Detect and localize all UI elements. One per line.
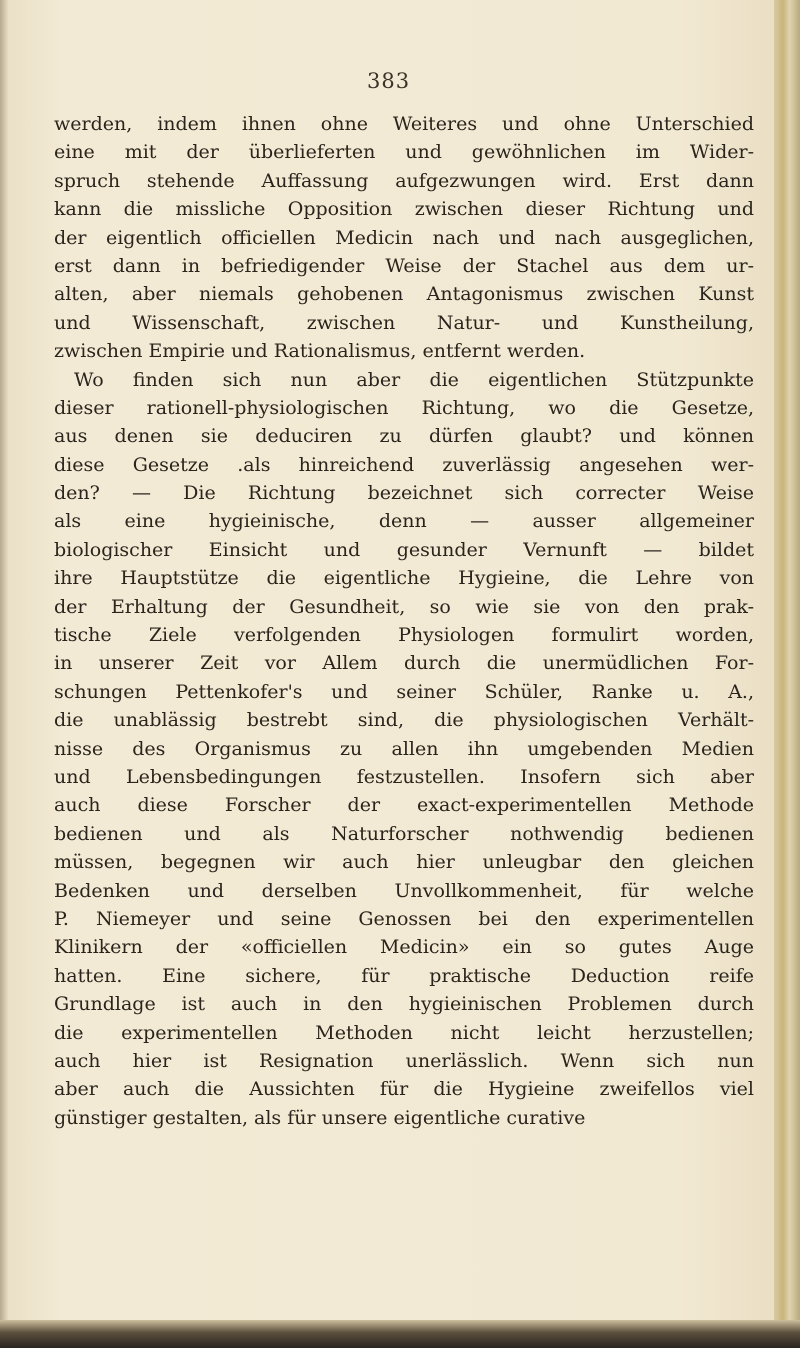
text-line: biologischer Einsicht und gesunder Vernunft — bildet (54, 538, 754, 561)
text-line: aus denen sie deduciren zu dürfen glaubt? und können (54, 425, 754, 448)
text-line: zwischen Empirie und Rationalismus, entfernt werden. (54, 340, 586, 363)
body-text (54, 110, 754, 1132)
text-line: hatten. Eine sichere, für praktische Deduction reife (54, 964, 754, 987)
text-line: eine mit der überlieferten und gewöhnlichen im Wider- (54, 141, 754, 164)
text-line: P. Niemeyer und seine Genossen bei den experimentellen (54, 907, 754, 930)
text-line: die experimentellen Methoden nicht leicht herzustellen; (54, 1021, 754, 1044)
text-line: und Wissenschaft, zwischen Natur- und Kunstheilung, (54, 311, 754, 334)
text-line: Grundlage ist auch in den hygieinischen Problemen durch (54, 993, 754, 1016)
text-line: erst dann in befriedigender Weise der Stachel aus dem ur- (54, 254, 754, 277)
text-line: und Lebensbedingungen festzustellen. Insofern sich aber (54, 765, 754, 788)
text-line: alten, aber niemals gehobenen Antagonismus zwischen Kunst (54, 283, 754, 306)
text-line: werden, indem ihnen ohne Weiteres und ohne Unterschied (54, 113, 754, 135)
text-line: aber auch die Aussichten für die Hygieine zweifellos viel (54, 1078, 754, 1101)
text-line: Klinikern der «officiellen Medicin» ein so gutes Auge (54, 936, 754, 959)
page-left-edge (0, 0, 8, 1348)
text-line: die unablässig bestrebt sind, die physiologischen Verhält- (54, 709, 754, 732)
text-line: diese Gesetze .als hinreichend zuverlässig angesehen wer- (54, 453, 754, 476)
text-line: in unserer Zeit vor Allem durch die unermüdlichen For- (54, 652, 754, 675)
text-line: als eine hygieinische, denn — ausser allgemeiner (54, 510, 754, 533)
text-line: dieser rationell-physiologischen Richtung, wo die Gesetze, (54, 396, 754, 419)
page-bottom-edge (0, 1320, 800, 1348)
text-line: tische Ziele verfolgenden Physiologen formulirt worden, (54, 624, 754, 647)
text-line: kann die missliche Opposition zwischen dieser Richtung und (54, 198, 754, 221)
text-line: der Erhaltung der Gesundheit, so wie sie von den prak- (54, 595, 754, 618)
text-line: den? — Die Richtung bezeichnet sich correcter Weise (54, 482, 754, 505)
text-line: auch hier ist Resignation unerlässlich. Wenn sich nun (54, 1049, 754, 1072)
text-line: nisse des Organismus zu allen ihn umgebenden Medien (54, 737, 754, 760)
text-line: schungen Pettenkofer's und seiner Schüler, Ranke u. A., (54, 680, 754, 703)
text-line: günstiger gestalten, als für unsere eigentliche curative (54, 1106, 586, 1129)
text-line: Wo finden sich nun aber die eigentlichen Stützpunkte (74, 368, 754, 391)
text-line: der eigentlich officiellen Medicin nach und nach ausgeglichen, (54, 226, 754, 249)
page-right-edge (774, 0, 800, 1348)
text-line: spruch stehende Auffassung aufgezwungen wird. Erst dann (54, 169, 754, 192)
text-line: müssen, begegnen wir auch hier unleugbar den gleichen (54, 851, 754, 874)
text-line: auch diese Forscher der exact-experimentellen Methode (54, 794, 754, 817)
text-line: ihre Hauptstütze die eigentliche Hygieine, die Lehre von (54, 567, 754, 590)
text-line: bedienen und als Naturforscher nothwendig bedienen (54, 822, 754, 845)
page-number: 383 (367, 69, 411, 93)
text-line: Bedenken und derselben Unvollkommenheit, für welche (54, 879, 754, 902)
